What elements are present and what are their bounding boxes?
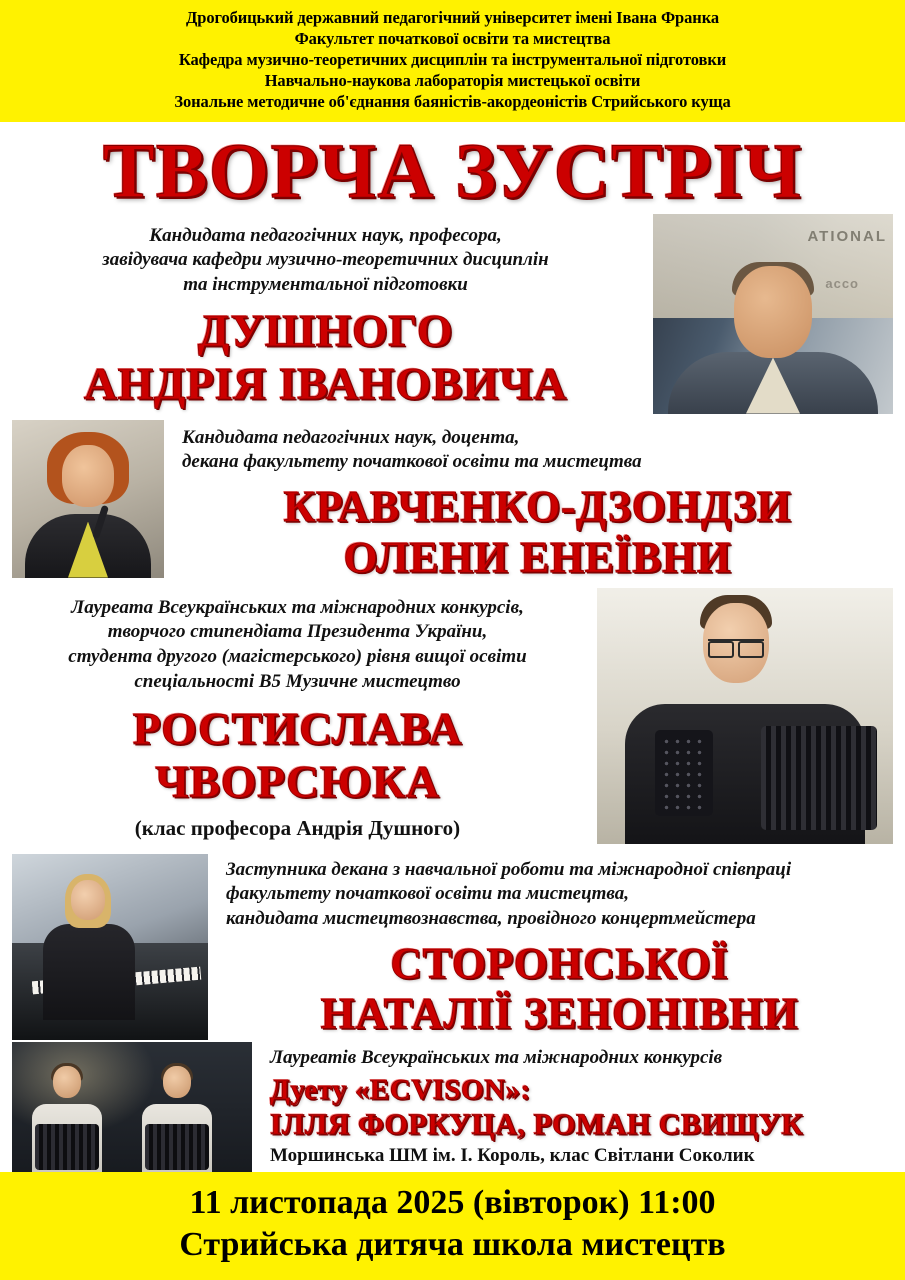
guest-name-line: ІЛЛЯ ФОРКУЦА, РОМАН СВИЩУК	[270, 1107, 804, 1141]
desc-line: декана факультету початкової освіти та мистецтва	[182, 451, 642, 473]
desc-line: творчого стипендіата Президента України,	[107, 621, 488, 643]
page-title: ТВОРЧА ЗУСТРІЧ	[102, 126, 803, 214]
guest-name-line: Дуету «ECVISON»:	[270, 1074, 531, 1107]
title-section	[0, 122, 905, 214]
header-line-2: Факультет початкової освіти та мистецтва	[294, 29, 611, 49]
guest-name-line: КРАВЧЕНКО-ДЗОНДЗИ	[283, 481, 792, 531]
guest-name-line: ДУШНОГО	[197, 304, 454, 356]
guest-name-line: ОЛЕНИ ЕНЕЇВНИ	[343, 532, 732, 582]
guest-note: (клас професора Андрія Душного)	[134, 816, 461, 841]
desc-line: Кандидата педагогічних наук, професора,	[149, 224, 502, 246]
guest-block-storonska	[0, 854, 905, 1040]
desc-line: кандидата мистецтвознавства, провідного концертмейстера	[226, 907, 756, 929]
guest-block-dushnyi	[0, 214, 905, 414]
event-date: 11 листопада 2025 (вівторок) 11:00	[189, 1183, 716, 1221]
guest-name-line: РОСТИСЛАВА	[132, 703, 463, 755]
photo-dushnyi: ATIONAL acco	[653, 214, 893, 414]
desc-line: Кандидата педагогічних наук, доцента,	[182, 426, 520, 448]
desc-line: Лауреатів Всеукраїнських та міжнародних конкурсів	[270, 1046, 723, 1068]
desc-line: завідувача кафедри музично-теоретичних дисциплін	[102, 249, 549, 271]
header-line-5: Зональне методичне об'єднання баяністів-акордеоністів Стрийського куща	[174, 92, 731, 112]
photo-duet	[12, 1042, 252, 1176]
event-venue: Стрийська дитяча школа мистецтв	[179, 1225, 726, 1263]
guest-name-line: ЧВОРСЮКА	[155, 756, 440, 808]
desc-line: спеціальності В5 Музичне мистецтво	[134, 670, 461, 692]
header-line-1: Дрогобицький державний педагогічний університет імені Івана Франка	[185, 8, 719, 27]
desc-line: факультету початкової освіти та мистецтва,	[226, 883, 630, 905]
desc-line: Заступника декана з навчальної роботи та міжнародної співпраці	[226, 858, 792, 880]
guest-block-kravchenko	[0, 420, 905, 580]
guest-name-line: СТОРОНСЬКОЇ	[390, 938, 729, 988]
guest-name-line: НАТАЛІЇ ЗЕНОНІВНИ	[320, 989, 799, 1039]
guest-block-chvorsiuk	[0, 588, 905, 850]
header-band	[0, 0, 905, 122]
desc-line: студента другого (магістерського) рівня вищої освіти	[68, 645, 527, 667]
photo-storonska	[12, 854, 208, 1040]
header-line-3: Кафедра музично-теоретичних дисциплін та інструментальної підготовки	[178, 50, 727, 70]
guest-block-duet	[0, 1042, 905, 1178]
photo-kravchenko	[12, 420, 164, 578]
header-line-4: Навчально-наукова лабораторія мистецької освіти	[264, 71, 641, 91]
guest-name-line: АНДРІЯ ІВАНОВИЧА	[83, 357, 568, 409]
footer-band	[0, 1172, 905, 1280]
guest-note: Моршинська ШМ ім. І. Король, клас Світлани Соколик	[270, 1145, 755, 1167]
desc-line: та інструментальної підготовки	[183, 273, 468, 295]
photo-chvorsiuk	[597, 588, 893, 844]
desc-line: Лауреата Всеукраїнських та міжнародних конкурсів,	[71, 596, 524, 618]
